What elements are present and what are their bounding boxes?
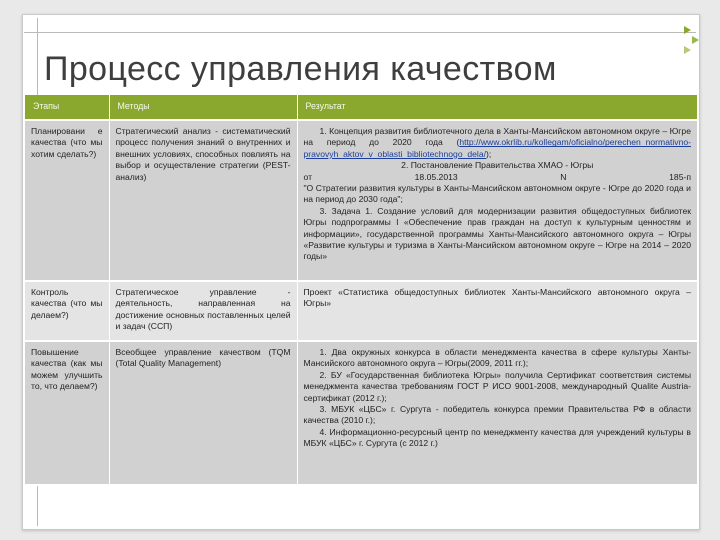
header-result: Результат: [297, 95, 697, 120]
result-item-1: 1. Концепция развития библиотечного дела в Ханты-Мансийском автономном округе – Югре на период до 2020 года (http://www.okrlib.ru/kollegam/oficialno/perechen_normativno-pravovyh_aktov_v_oblasti_bibliotechnogo_dela/);: [303, 126, 691, 159]
stage-cell: Планировани е качества (что мы хотим сделать?): [25, 120, 109, 281]
quality-process-table: [25, 95, 697, 486]
arrow-right-icon: [684, 26, 691, 34]
method-cell: Всеобщее управление качеством (TQM (Total Quality Management): [109, 341, 297, 485]
header-stages: Этапы: [25, 95, 109, 120]
result-item-2: 2. БУ «Государственная библиотека Югры» получила Сертификат соответствия системы менеджмента качества требованиям ГОСТ Р ИСО 9001-2008, международный Qualite Austria-сертификат (2012 г.);: [303, 369, 691, 403]
arrow-right-icon: [684, 46, 691, 54]
table-row: [25, 120, 697, 281]
result-item-3: 3. Задача 1. Создание условий для модернизации развития общедоступных библиотек Югры подпрограммы I «Обеспечение прав граждан на доступ к культурным ценностям и информации», государственной программы Ханты-Мансийского автономного округа – Югры «Развитие культуры и туризма в Ханты-Мансийском автономном округе – Югре на 2014 – 2020 годы»: [303, 205, 691, 262]
table-row: [25, 281, 697, 341]
result-item-2-line: от 18.05.2013 N 185-п: [303, 171, 691, 182]
result-item-2-text: "О Стратегии развития культуры в Ханты-Мансийском автономном округе - Югре до 2020 года и на период до 2030 года";: [303, 183, 691, 205]
method-cell: Стратегическое управление - деятельность, направленная на достижение основных поставленных целей и задач (ССП): [109, 281, 297, 341]
decorative-horizontal-rule: [24, 32, 696, 33]
slide-title: Процесс управления качеством: [44, 50, 557, 88]
normative-acts-link[interactable]: http://www.okrlib.ru/kollegam/oficialno/perechen_normativno-pravovyh_aktov_v_oblasti_bibliotechnogo_dela/: [303, 137, 691, 159]
result-item-2: 2. Постановление Правительства ХМАО - Югры: [401, 160, 594, 171]
result-cell: Проект «Статистика общедоступных библиотек Ханты-Мансийского автономного округа – Югры»: [297, 281, 697, 341]
result-item-1: 1. Два окружных конкурса в области менеджмента качества в сфере культуры Ханты-Мансийского автономного округа – Югры(2009, 2011 гг.);: [303, 347, 691, 369]
arrow-right-icon: [692, 36, 699, 44]
table-row: [25, 341, 697, 485]
table-header-row: [25, 95, 697, 120]
result-item-4: 4. Информационно-ресурсный центр по менеджменту качества для учреждений культуры в МБУК «ЦБС» г. Сургута (с 2012 г.): [303, 426, 691, 449]
header-methods: Методы: [109, 95, 297, 120]
stage-cell: Повышение качества (как мы можем улучшить то, что делаем?): [25, 341, 109, 485]
method-cell: Стратегический анализ - систематический процесс получения знаний о внутренних и внешних условиях, способных повлиять на выбор и осуществление стратегии (PEST-анализ): [109, 120, 297, 281]
result-cell: [297, 120, 697, 281]
result-item-3: 3. МБУК «ЦБС» г. Сургута - победитель конкурса премии Правительства РФ в области качества (2010 г.);: [303, 404, 691, 426]
stage-cell: Контроль качества (что мы делаем?): [25, 281, 109, 341]
corner-arrows-decoration: [682, 26, 704, 66]
result-cell: [297, 341, 697, 485]
